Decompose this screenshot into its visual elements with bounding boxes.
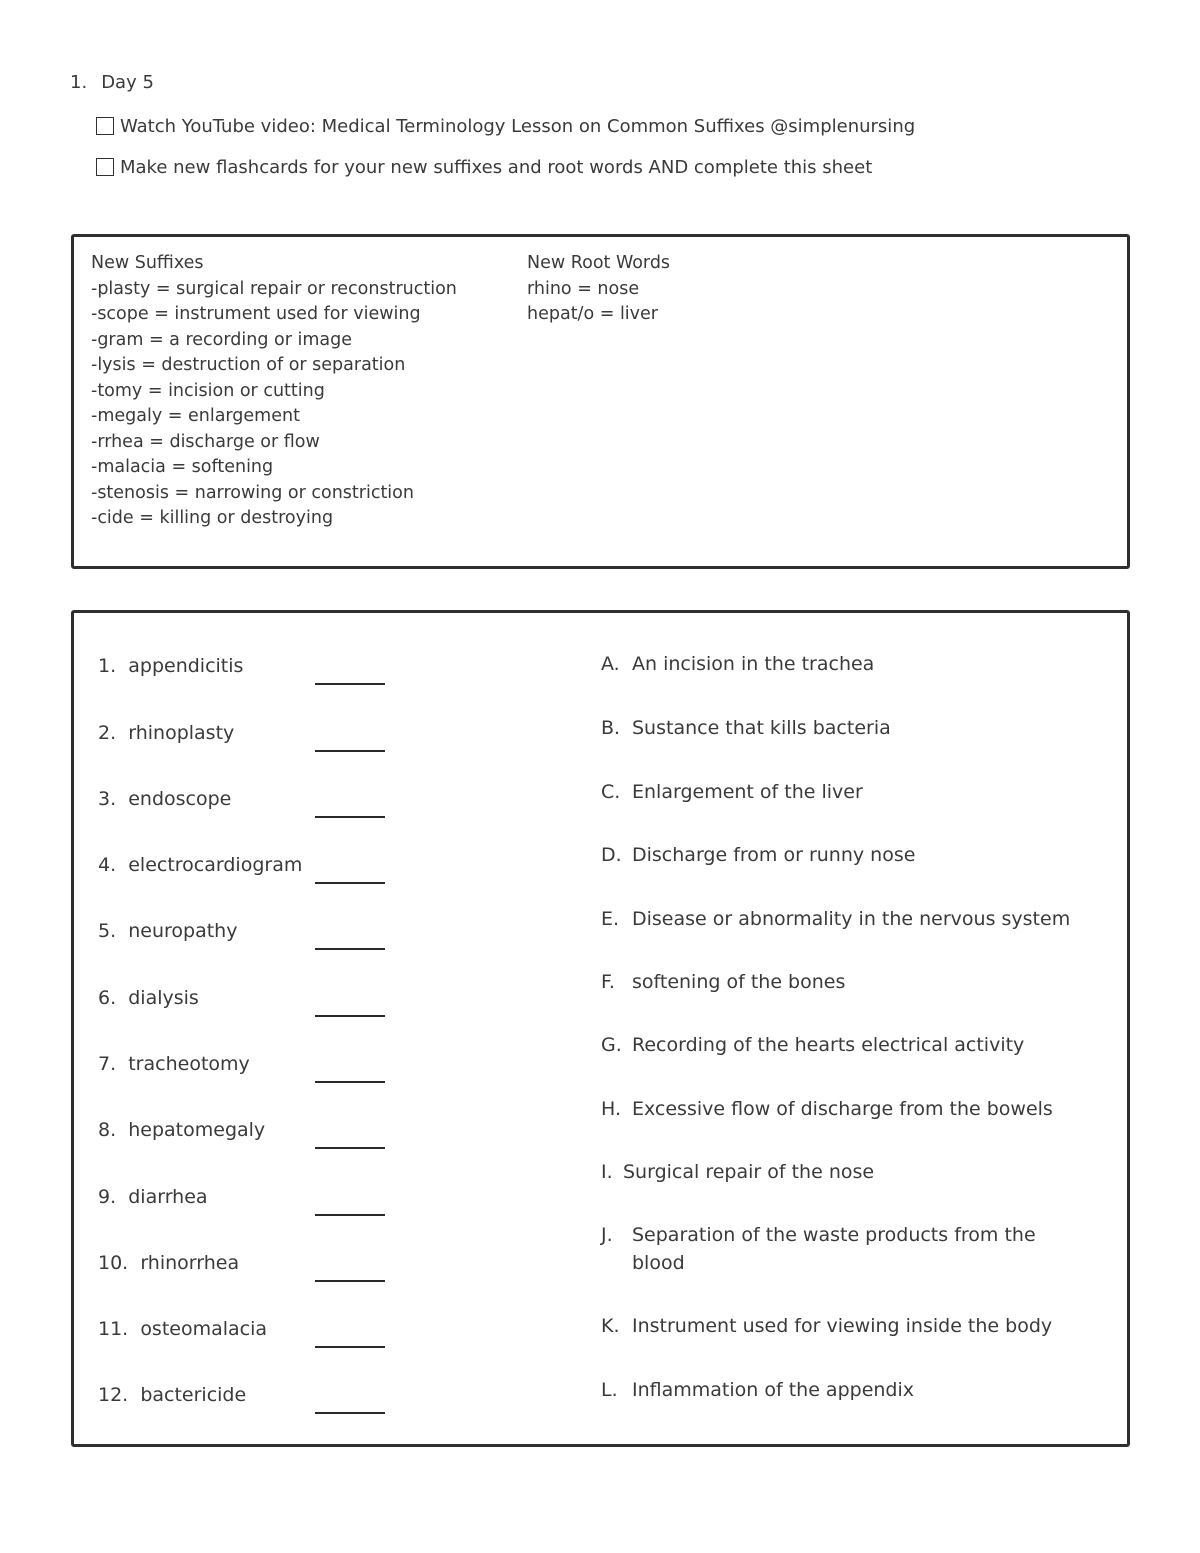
- suffix-entry: -gram = a recording or image: [91, 329, 352, 350]
- term-row: [98, 712, 398, 752]
- term-row: [98, 1374, 398, 1414]
- term: 5. neuropathy: [98, 920, 238, 942]
- suffix-entry: -rrhea = discharge or flow: [91, 431, 320, 452]
- definition-text: Inflammation of the appendix: [632, 1379, 915, 1401]
- term: 8. hepatomegaly: [98, 1119, 266, 1141]
- definition-letter: F.: [601, 971, 615, 993]
- answer-blank[interactable]: [315, 1147, 385, 1149]
- term: 12. bactericide: [98, 1384, 247, 1406]
- term: 4. electrocardiogram: [98, 854, 303, 876]
- term: 2. rhinoplasty: [98, 722, 235, 744]
- definition-text: softening of the bones: [632, 971, 846, 993]
- definition-text: Enlargement of the liver: [632, 781, 863, 803]
- suffix-entry: -lysis = destruction of or separation: [91, 355, 406, 375]
- term-row: [98, 977, 398, 1017]
- checklist-item: [96, 114, 915, 138]
- definition-text: An incision in the trachea: [632, 653, 875, 675]
- definition-letter: D.: [601, 844, 622, 866]
- task-number: 1.: [70, 72, 88, 93]
- term-row: [98, 1308, 398, 1348]
- suffix-heading: New Suffixes: [91, 253, 204, 273]
- suffix-column: [91, 251, 457, 532]
- definition-letter: E.: [601, 908, 620, 930]
- term-row: [98, 778, 398, 818]
- answer-blank[interactable]: [315, 816, 385, 818]
- checkbox[interactable]: [96, 158, 114, 176]
- definition-letter: C.: [601, 781, 621, 803]
- answer-blank[interactable]: [315, 750, 385, 752]
- checklist-item-label: Watch YouTube video: Medical Terminology Lesson on Common Suffixes @simplenursing: [120, 115, 916, 137]
- term-row: [98, 844, 398, 884]
- answer-blank[interactable]: [315, 1412, 385, 1414]
- answer-blank[interactable]: [315, 1081, 385, 1083]
- suffix-entry: -plasty = surgical repair or reconstruction: [91, 278, 457, 299]
- definition-letter: J.: [601, 1224, 613, 1246]
- suffix-entry: -tomy = incision or cutting: [91, 380, 325, 401]
- answer-blank[interactable]: [315, 1015, 385, 1017]
- root-word-heading: New Root Words: [527, 253, 671, 273]
- definition-letter: H.: [601, 1098, 621, 1120]
- definition-text: Instrument used for viewing inside the body: [632, 1315, 1053, 1337]
- term: 3. endoscope: [98, 788, 232, 810]
- term-row: [98, 1176, 398, 1216]
- term-row: [98, 1242, 398, 1282]
- answer-blank[interactable]: [315, 882, 385, 884]
- definition-letter: L.: [601, 1379, 618, 1401]
- definition-text: Separation of the waste products from the blood: [632, 1224, 1036, 1274]
- root-word-column: [527, 251, 670, 328]
- checklist-item-label: Make new flashcards for your new suffixes and root words AND complete this sheet: [120, 156, 873, 178]
- checklist: [96, 114, 915, 196]
- suffix-entry: -scope = instrument used for viewing: [91, 304, 421, 324]
- matching-box: [71, 610, 1130, 1447]
- answer-blank[interactable]: [315, 683, 385, 685]
- vocabulary-box: [71, 234, 1130, 569]
- term: 6. dialysis: [98, 987, 199, 1009]
- definition-letter: G.: [601, 1034, 622, 1056]
- definition-letter: A.: [601, 653, 620, 675]
- term: 7. tracheotomy: [98, 1053, 250, 1075]
- term-row: [98, 1043, 398, 1083]
- definition-text: Surgical repair of the nose: [623, 1161, 875, 1183]
- term-row: [98, 1109, 398, 1149]
- suffix-entry: -cide = killing or destroying: [91, 508, 334, 528]
- term: 11. osteomalacia: [98, 1318, 268, 1340]
- root-word-entry: hepat/o = liver: [527, 304, 658, 324]
- suffix-entry: -stenosis = narrowing or constriction: [91, 482, 414, 503]
- root-word-entry: rhino = nose: [527, 278, 640, 299]
- answer-blank[interactable]: [315, 1280, 385, 1282]
- term: 1. appendicitis: [98, 655, 244, 677]
- answer-blank[interactable]: [315, 1214, 385, 1216]
- checklist-item: [96, 155, 915, 179]
- task-header: [70, 72, 154, 93]
- definition-letter: K.: [601, 1315, 620, 1337]
- definition-letter: I.: [601, 1161, 613, 1183]
- answer-blank[interactable]: [315, 948, 385, 950]
- checkbox[interactable]: [96, 117, 114, 135]
- suffix-entry: -malacia = softening: [91, 457, 274, 477]
- definition-text: Discharge from or runny nose: [632, 844, 916, 866]
- definition-letter: B.: [601, 717, 621, 739]
- definition-text: Disease or abnormality in the nervous system: [632, 908, 1071, 930]
- term: 10. rhinorrhea: [98, 1252, 240, 1274]
- term-row: [98, 645, 398, 685]
- definition-text: Sustance that kills bacteria: [632, 717, 891, 739]
- term: 9. diarrhea: [98, 1186, 208, 1208]
- definition-text: Recording of the hearts electrical activity: [632, 1034, 1025, 1056]
- answer-blank[interactable]: [315, 1346, 385, 1348]
- term-row: [98, 910, 398, 950]
- task-title: Day 5: [101, 72, 154, 93]
- suffix-entry: -megaly = enlargement: [91, 406, 300, 426]
- definition-text: Excessive flow of discharge from the bowels: [632, 1098, 1053, 1120]
